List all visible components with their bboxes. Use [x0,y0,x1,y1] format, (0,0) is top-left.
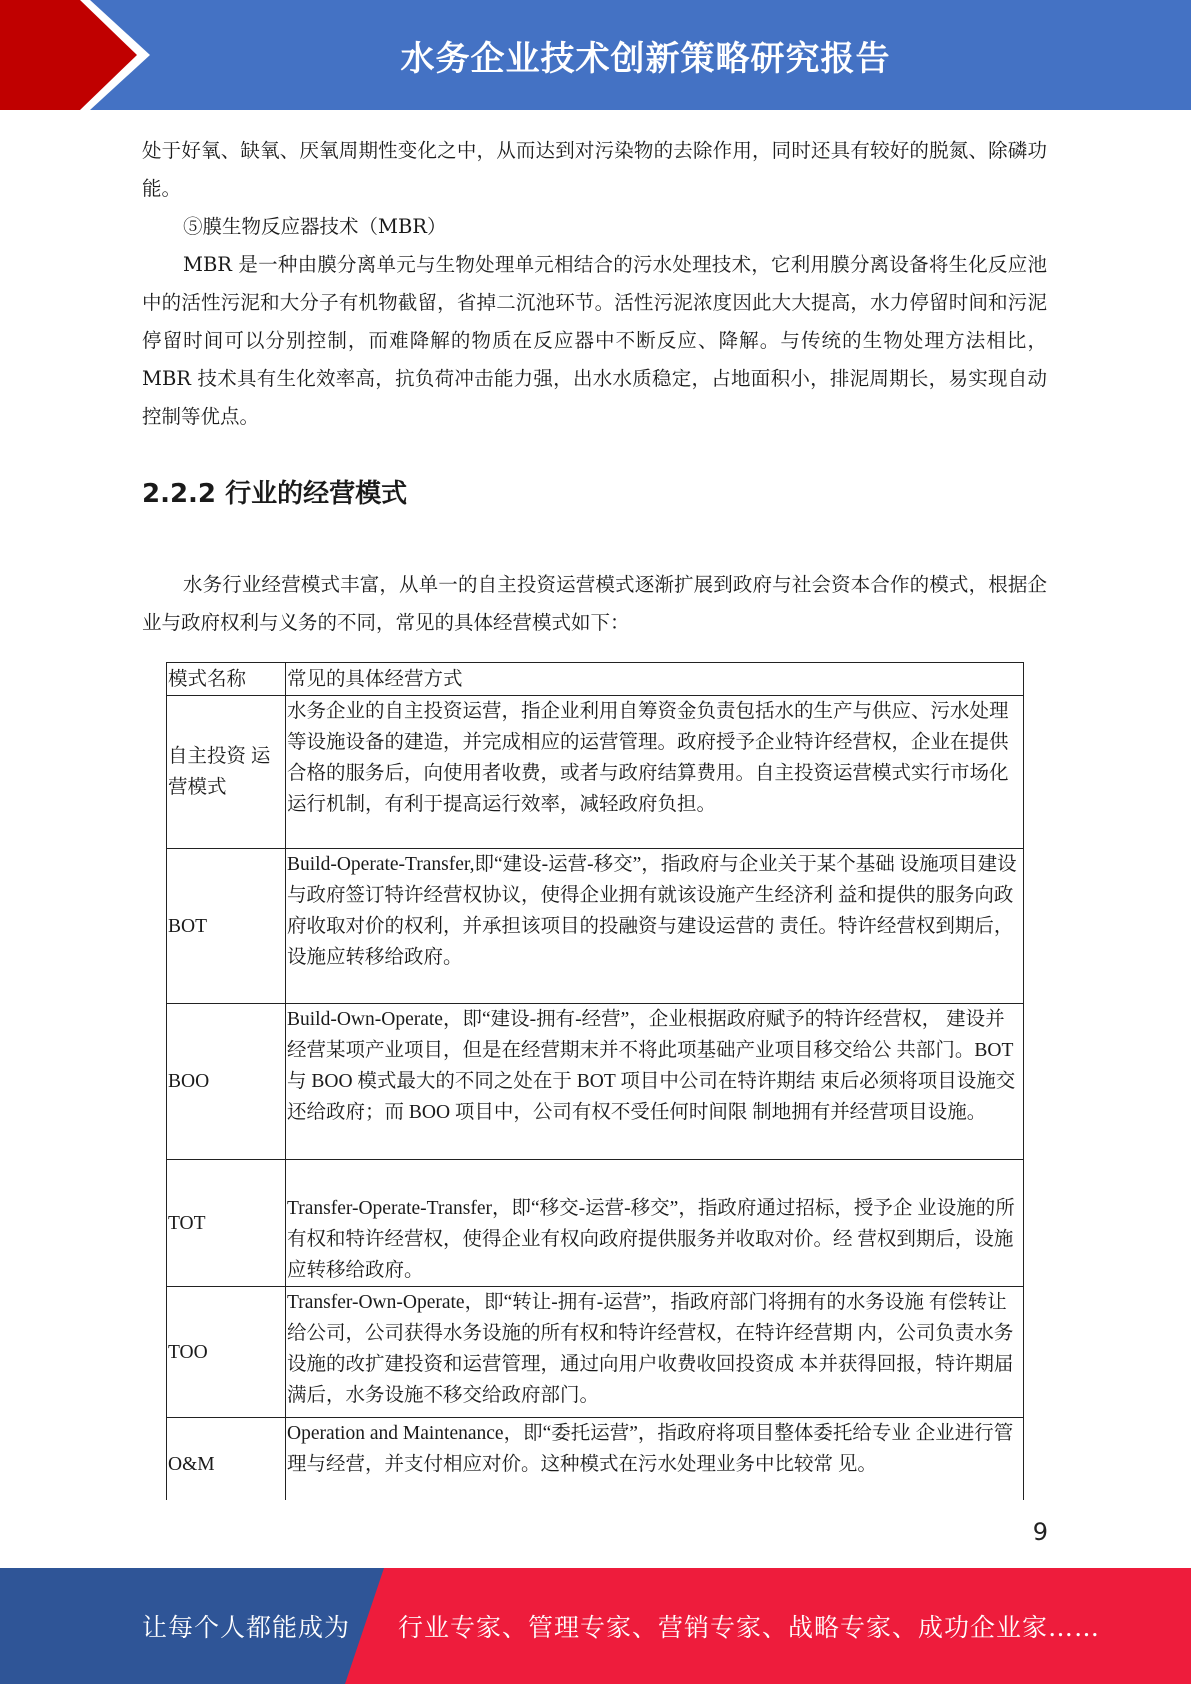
model-description-cell: Operation and Maintenance，即“委托运营”，指政府将项目整体委托给专业 企业进行管理与经营，并支付相应对价。这种模式在污水处理业务中比较常 见。 [286,1418,1024,1501]
model-description-cell: Build-Operate-Transfer,即“建设-运营-移交”，指政府与企业关于某个基础 设施项目建设与政府签订特许经营权协议，使得企业拥有就该设施产生经济利 益和提供的服务向政府收取对价的权利，并承担该项目的投融资与建设运营的 责任。特许经营权到期后，设施应转移给政府。 [286,849,1024,1004]
section-heading: 2.2.2 行业的经营模式 [142,479,408,509]
footer-slogan-right: 行业专家、管理专家、营销专家、战略专家、成功企业家…… [398,1613,1101,1642]
main-content [142,132,1047,642]
table-header-row [167,663,1024,696]
model-name-cell: O&M [167,1418,286,1501]
footer-slogan-left: 让每个人都能成为 [142,1613,351,1642]
table-row [167,1004,1024,1160]
model-name-cell: TOO [167,1287,286,1418]
subsection-label: ⑤膜生物反应器技术（MBR） [183,215,447,238]
table-row [167,696,1024,849]
table-row [167,849,1024,1004]
table-row [167,1160,1024,1287]
paragraph: MBR 是一种由膜分离单元与生物处理单元相结合的污水处理技术，它利用膜分离设备将生化反应池中的活性污泥和大分子有机物截留，省掉二沉池环节。活性污泥浓度因此大大提高，水力停留时间和污泥停留时间可以分别控制，而难降解的物质在反应器中不断反应、降解。与传统的生物处理方法相比，MBR 技术具有生化效率高，抗负荷冲击能力强，出水水质稳定，占地面积小，排泥周期长，易实现自动控制等优点。 [142,253,1047,428]
model-name-cell: 自主投资 运营模式 [167,696,286,849]
column-header: 模式名称 [167,663,286,696]
page-number: 9 [1032,1518,1048,1546]
model-name-cell: BOO [167,1004,286,1160]
model-description-cell: 水务企业的自主投资运营，指企业利用自筹资金负责包括水的生产与供应、污水处理等设施设备的建造，并完成相应的运营管理。政府授予企业特许经营权，企业在提供合格的服务后，向使用者收费，或者与政府结算费用。自主投资运营模式实行市场化运行机制，有利于提高运行效率，减轻政府负担。 [286,696,1024,849]
paragraph: 水务行业经营模式丰富，从单一的自主投资运营模式逐渐扩展到政府与社会资本合作的模式，根据企业与政府权利与义务的不同，常见的具体经营模式如下： [142,573,1047,634]
column-header: 常见的具体经营方式 [286,663,1024,696]
table-row [167,1418,1024,1501]
model-name-cell: TOT [167,1160,286,1287]
page-header [0,0,1191,110]
model-description-cell: Transfer-Operate-Transfer，即“移交-运营-移交”，指政府通过招标，授予企 业设施的所有权和特许经营权，使得企业有权向政府提供服务并收取对价。经 营权到期后，设施应转移给政府。 [286,1160,1024,1287]
paragraph: 处于好氧、缺氧、厌氧周期性变化之中，从而达到对污染物的去除作用，同时还具有较好的脱氮、除磷功能。 [142,139,1047,200]
model-description-cell: Build-Own-Operate，即“建设-拥有-经营”，企业根据政府赋予的特许经营权， 建设并经营某项产业项目，但是在经营期末并不将此项基础产业项目移交给公 共部门。BOT 与 BOO 模式最大的不同之处在于 BOT 项目中公司在特许期结 束后必须将项目设施交还给政府；而 BOO 项目中，公司有权不受任何时间限 制地拥有并经营项目设施。 [286,1004,1024,1160]
report-title: 水务企业技术创新策略研究报告 [400,38,891,79]
business-model-table [166,662,1024,1500]
model-description-cell: Transfer-Own-Operate，即“转让-拥有-运营”，指政府部门将拥有的水务设施 有偿转让给公司，公司获得水务设施的所有权和特许经营权，在特许经营期 内，公司负责水务设施的改扩建投资和运营管理，通过向用户收费收回投资成 本并获得回报，特许期届满后，水务设施不移交给政府部门。 [286,1287,1024,1418]
page-footer [0,1568,1191,1684]
model-name-cell: BOT [167,849,286,1004]
table-row [167,1287,1024,1418]
